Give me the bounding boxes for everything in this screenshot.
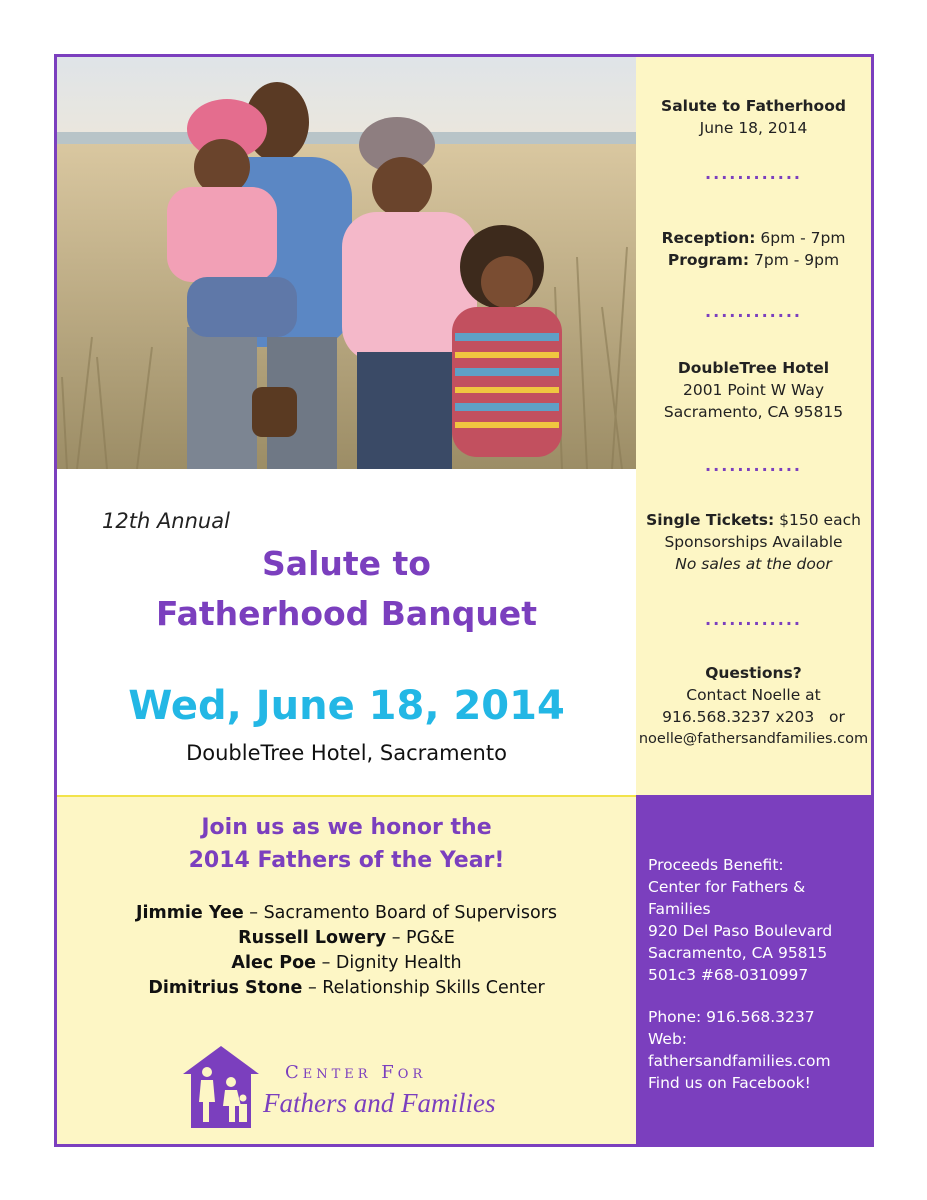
event-date-headline: Wed, June 18, 2014 (128, 683, 565, 729)
ticket-info (636, 509, 871, 575)
hotel-street: 2001 Point W Way (682, 381, 825, 399)
honorees-section (57, 795, 636, 1144)
proceeds-org: Center for Fathers & Families (648, 878, 806, 918)
contact-phone: 916.568.3237 x203 or (662, 708, 845, 726)
family-house-icon (181, 1042, 261, 1130)
honoree-name: Russell Lowery (238, 928, 387, 948)
proceeds-street: 920 Del Paso Boulevard (648, 922, 833, 940)
tickets-price: $150 each (779, 511, 861, 529)
dot-separator: ............ (705, 302, 802, 321)
event-name: Salute to Fatherhood (661, 97, 846, 115)
facebook-callout: Find us on Facebook! (648, 1074, 811, 1092)
honoree-item (57, 976, 636, 1001)
reception-label: Reception: (661, 229, 756, 247)
honor-heading (57, 811, 636, 877)
family-photo-illustration (57, 57, 636, 469)
event-summary (636, 95, 871, 139)
family-photo (57, 57, 636, 469)
sponsorships: Sponsorships Available (664, 533, 843, 551)
proceeds-panel (636, 795, 871, 1144)
contact-email[interactable]: noelle@fathersandfamilies.com (638, 731, 869, 747)
organization-logo (181, 1042, 521, 1132)
honoree-org: – PG&E (386, 928, 455, 948)
questions-heading: Questions? (705, 664, 802, 682)
proceeds-info (648, 854, 871, 986)
honoree-name: Alec Poe (231, 953, 317, 973)
hotel-city: Sacramento, CA 95815 (663, 403, 844, 421)
flyer-frame (54, 54, 874, 1147)
honor-heading-line1: Join us as we honor the (201, 815, 492, 840)
event-info-panel (636, 57, 871, 795)
proceeds-tax-id: 501c3 #68-0310997 (648, 966, 809, 984)
annual-label: 12th Annual (102, 509, 230, 533)
honoree-list (57, 901, 636, 1001)
honor-heading-line2: 2014 Fathers of the Year! (188, 848, 505, 873)
hotel-address (636, 357, 871, 423)
tickets-label: Single Tickets: (646, 511, 775, 529)
event-title-line1: Salute to (262, 544, 431, 583)
honoree-item (57, 901, 636, 926)
honoree-name: Dimitrius Stone (148, 978, 303, 998)
honoree-org: – Sacramento Board of Supervisors (243, 903, 558, 923)
contact-info (636, 662, 871, 750)
event-venue: DoubleTree Hotel, Sacramento (186, 741, 507, 765)
title-area (57, 469, 636, 795)
honoree-item (57, 926, 636, 951)
reception-time: 6pm - 7pm (760, 229, 846, 247)
event-date: June 18, 2014 (699, 119, 808, 137)
logo-text-line2: Fathers and Families (263, 1088, 496, 1118)
dot-separator: ............ (705, 456, 802, 475)
honoree-name: Jimmie Yee (135, 903, 244, 923)
org-website[interactable]: Web: fathersandfamilies.com (648, 1030, 831, 1070)
logo-text-line1: Center For (285, 1062, 427, 1083)
dot-separator: ............ (705, 164, 802, 183)
no-door-sales: No sales at the door (675, 555, 832, 573)
org-contact (648, 1006, 871, 1094)
honoree-org: – Dignity Health (316, 953, 462, 973)
contact-name: Contact Noelle at (686, 686, 821, 704)
honoree-item (57, 951, 636, 976)
hotel-name: DoubleTree Hotel (677, 359, 830, 377)
org-phone: Phone: 916.568.3237 (648, 1008, 815, 1026)
program-time: 7pm - 9pm (754, 251, 840, 269)
honoree-org: – Relationship Skills Center (302, 978, 545, 998)
event-title-line2: Fatherhood Banquet (156, 594, 537, 633)
proceeds-label: Proceeds Benefit: (648, 856, 784, 874)
dot-separator: ............ (705, 610, 802, 629)
schedule (636, 227, 871, 271)
program-label: Program: (667, 251, 750, 269)
event-title (57, 539, 636, 639)
proceeds-city: Sacramento, CA 95815 (648, 944, 828, 962)
